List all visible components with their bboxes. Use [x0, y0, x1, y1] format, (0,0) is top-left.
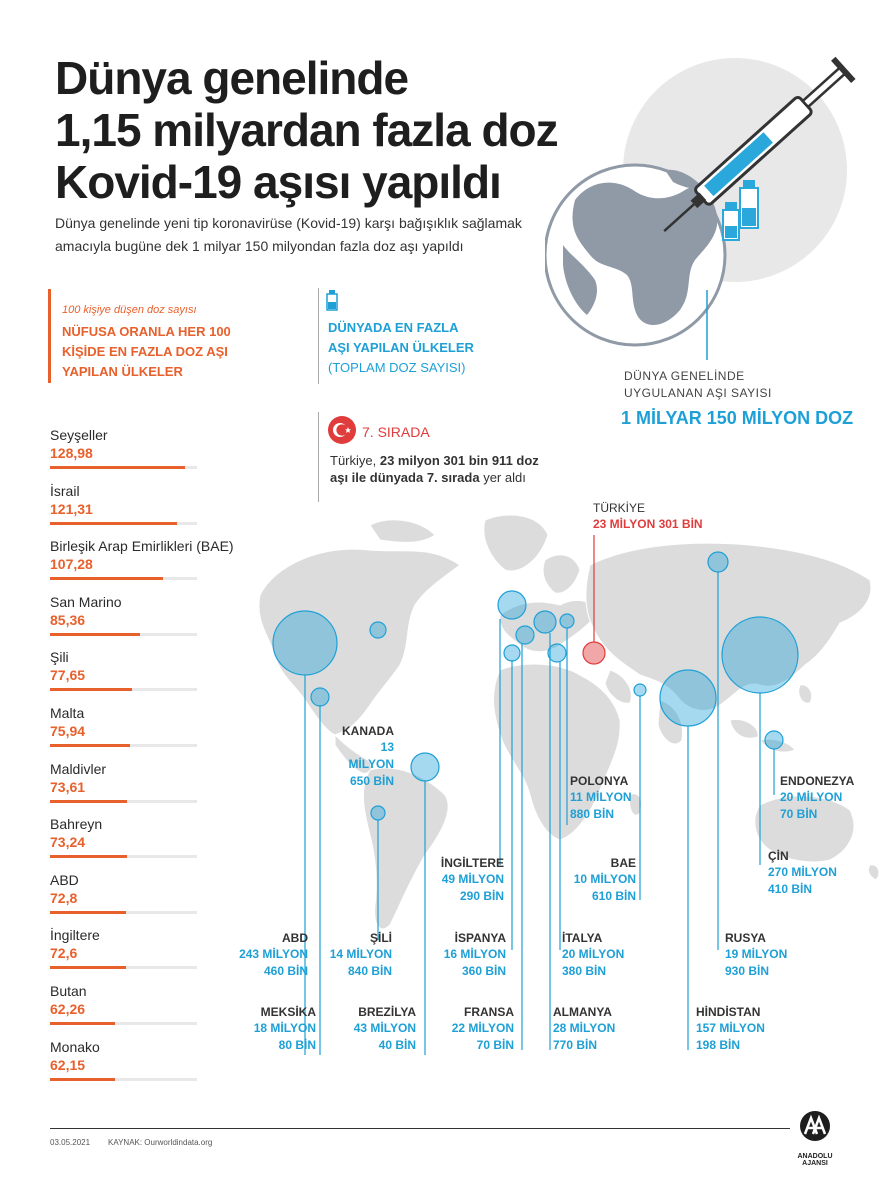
- left-header-title: [62, 322, 282, 382]
- left-header-note: 100 kişiye düşen doz sayısı: [62, 304, 197, 316]
- ranking-bar: [50, 633, 140, 636]
- ranking-value: 85,36: [50, 611, 86, 628]
- globe-syringe-illustration: [545, 30, 885, 360]
- country-name: ŞİLİ: [369, 931, 392, 945]
- country-value-1: 14 MİLYON: [329, 947, 392, 961]
- ranking-value: 72,6: [50, 945, 78, 962]
- ranking-value: 62,15: [50, 1056, 86, 1073]
- country-value-2: 460 BİN: [263, 964, 308, 978]
- bubble-polonya: [560, 614, 574, 628]
- ranking-country-name: ABD: [50, 871, 79, 888]
- subtitle: [55, 212, 555, 258]
- anadolu-logo: [787, 1110, 843, 1167]
- footer-divider: [50, 1128, 790, 1129]
- ranking-item: [50, 704, 250, 760]
- country-value-1: 20 MİLYON: [780, 790, 843, 804]
- bubble-meksika: [311, 688, 329, 706]
- ranking-item: [50, 815, 250, 871]
- ranking-country-name: Bahreyn: [50, 816, 103, 833]
- ranking-country-name: Monako: [50, 1038, 100, 1055]
- country-label-sili: [312, 930, 392, 980]
- world-label-line-1: DÜNYA GENELİNDE: [624, 369, 745, 383]
- country-value-1: 28 MİLYON: [553, 1021, 616, 1035]
- ranking-item: [50, 871, 250, 927]
- country-label-almanya: [553, 1004, 643, 1054]
- turkey-flag-icon: [328, 416, 356, 444]
- title-line-1: Dünya genelinde: [55, 52, 409, 104]
- turkey-map-label: TÜRKİYE: [593, 501, 646, 515]
- left-header-line-2: KİŞİDE EN FAZLA DOZ AŞI: [62, 344, 228, 359]
- ranking-bar: [50, 522, 177, 525]
- country-value-2: 930 BİN: [725, 964, 770, 978]
- ranking-bar: [50, 688, 132, 691]
- subtitle-line-2: amacıyla bugüne dek 1 milyar 150 milyondan fazla doz aşı yapıldı: [55, 238, 464, 254]
- country-label-fransa: [430, 1004, 514, 1054]
- ranking-bar: [50, 577, 163, 580]
- ranking-bar-track: [50, 633, 197, 636]
- right-header-line-2: AŞI YAPILAN ÜLKELER: [328, 340, 474, 355]
- ranking-bar-track: [50, 577, 197, 580]
- country-value-2: 840 BİN: [347, 964, 392, 978]
- ranking-item: [50, 593, 250, 649]
- country-name: POLONYA: [570, 774, 629, 788]
- country-name: ALMANYA: [553, 1005, 612, 1019]
- country-value-2: 198 BİN: [696, 1038, 741, 1052]
- turkey-text-post: yer aldı: [479, 470, 526, 485]
- country-value-1: 16 MİLYON: [443, 947, 506, 961]
- country-label-hindistan: [696, 1004, 796, 1054]
- country-name: RUSYA: [725, 931, 766, 945]
- ranking-bar-track: [50, 966, 197, 969]
- ranking-country-name: Maldivler: [50, 760, 107, 777]
- ranking-item: [50, 982, 250, 1038]
- ranking-bar-track: [50, 466, 197, 469]
- country-label-meksika: [230, 1004, 316, 1054]
- country-value-2: 410 BİN: [768, 882, 813, 896]
- country-value-2: 880 BİN: [570, 807, 615, 821]
- bubble-italya: [548, 644, 566, 662]
- country-value-2: 70 BİN: [476, 1038, 514, 1052]
- country-label-polonya: [570, 773, 660, 823]
- country-name: BREZİLYA: [358, 1005, 416, 1019]
- ranking-item: [50, 1038, 250, 1094]
- ranking-item: [50, 537, 250, 593]
- country-label-endonezya: [780, 773, 880, 823]
- left-header-accent: [48, 289, 51, 383]
- country-name: ÇİN: [768, 849, 789, 863]
- ranking-bar: [50, 855, 127, 858]
- country-value-2: 70 BİN: [780, 807, 818, 821]
- ranking-bar-track: [50, 800, 197, 803]
- country-label-italya: [562, 930, 652, 980]
- bubble-fransa: [516, 626, 534, 644]
- ranking-value: 107,28: [50, 556, 93, 573]
- country-name: İSPANYA: [454, 931, 506, 945]
- left-header-line-1: NÜFUSA ORANLA HER 100: [62, 324, 231, 339]
- title-line-2: 1,15 milyardan fazla doz: [55, 104, 558, 156]
- ranking-country-name: Birleşik Arap Emirlikleri (BAE): [50, 538, 234, 555]
- country-label-ingiltere: [420, 855, 504, 905]
- turkey-text-bold: 23 milyon 301 bin 911 doz aşı ile dünyada 7. sırada: [330, 453, 539, 485]
- bubble-cin: [722, 617, 798, 693]
- right-header-title: [328, 318, 474, 358]
- country-name: HİNDİSTAN: [696, 1005, 761, 1019]
- ranking-country-name: İngiltere: [50, 927, 100, 944]
- ranking-bar-track: [50, 1022, 197, 1025]
- turkey-rank: 7. SIRADA: [362, 424, 430, 440]
- world-label-line-2: UYGULANAN AŞI SAYISI: [624, 386, 772, 400]
- ranking-value: 121,31: [50, 500, 93, 517]
- ranking-country-name: Seyşeller: [50, 427, 108, 443]
- country-value-1: 11 MİLYON: [570, 790, 632, 804]
- footer-date: 03.05.2021: [50, 1138, 91, 1147]
- bubble-brezilya: [411, 753, 439, 781]
- ranking-country-name: Şili: [50, 649, 69, 666]
- country-name: ENDONEZYA: [780, 774, 855, 788]
- left-header-line-3: YAPILAN ÜLKELER: [62, 364, 183, 379]
- ranking-country-name: Butan: [50, 982, 87, 999]
- turkey-text: [330, 452, 550, 486]
- world-total-value: 1 MİLYAR 150 MİLYON DOZ: [621, 408, 854, 428]
- ranking-item: [50, 426, 250, 482]
- country-value-1: 157 MİLYON: [696, 1021, 765, 1035]
- ranking-bar: [50, 1078, 115, 1081]
- ranking-country-name: San Marino: [50, 593, 122, 610]
- country-label-abd: [220, 930, 308, 980]
- ranking-country-name: Malta: [50, 704, 85, 721]
- bubble-bae: [634, 684, 646, 696]
- right-header-line-1: DÜNYADA EN FAZLA: [328, 320, 459, 335]
- country-value-2: 40 BİN: [378, 1038, 416, 1052]
- country-value-1: 49 MİLYON: [441, 872, 504, 886]
- country-label-bae: [546, 855, 636, 905]
- ranking-country-name: İsrail: [50, 482, 80, 499]
- country-value-1: 10 MİLYON: [573, 872, 636, 886]
- ranking-bar: [50, 911, 126, 914]
- country-label-cin: [768, 848, 868, 898]
- ranking-value: 77,65: [50, 667, 86, 684]
- right-header-divider: [318, 288, 319, 384]
- turkey-map-value: 23 MİLYON 301 BİN: [593, 517, 703, 531]
- ranking-list: [50, 426, 250, 1093]
- bubble-endonezya: [765, 731, 783, 749]
- country-value-1: 13 MİLYON: [348, 740, 394, 771]
- bubble-ispanya: [504, 645, 520, 661]
- ranking-bar-track: [50, 855, 197, 858]
- country-label-ispanya: [424, 930, 506, 980]
- country-value-2: 770 BİN: [553, 1038, 598, 1052]
- ranking-item: [50, 648, 250, 704]
- ranking-value: 73,61: [50, 778, 86, 795]
- country-value-1: 18 MİLYON: [253, 1021, 316, 1035]
- ranking-value: 62,26: [50, 1000, 86, 1017]
- ranking-bar-track: [50, 688, 197, 691]
- ranking-bar-track: [50, 744, 197, 747]
- ranking-bar: [50, 744, 130, 747]
- logo-text: ANADOLU AJANSI: [797, 1153, 833, 1167]
- ranking-value: 75,94: [50, 722, 86, 739]
- footer-source: KAYNAK: Ourworldindata.org: [108, 1138, 213, 1147]
- country-name: ABD: [282, 931, 308, 945]
- bubble-kanada: [370, 622, 386, 638]
- turkey-text-pre: Türkiye,: [330, 453, 380, 468]
- subtitle-line-1: Dünya genelinde yeni tip koronavirüse (Kovid-19) karşı bağışıklık sağlamak: [55, 215, 522, 231]
- country-value-1: 270 MİLYON: [768, 865, 837, 879]
- country-name: FRANSA: [464, 1005, 514, 1019]
- ranking-value: 72,8: [50, 889, 78, 906]
- vial-small-icon: [326, 290, 338, 312]
- country-label-rusya: [725, 930, 815, 980]
- bubble-sili: [371, 806, 385, 820]
- bubble-ingiltere: [498, 591, 526, 619]
- ranking-bar: [50, 1022, 115, 1025]
- bubble-turkiye: [583, 642, 605, 664]
- turkey-box-divider: [318, 412, 319, 502]
- ranking-bar: [50, 466, 185, 469]
- bubble-rusya: [708, 552, 728, 572]
- ranking-bar-track: [50, 1078, 197, 1081]
- country-name: İTALYA: [562, 931, 603, 945]
- ranking-item: [50, 760, 250, 816]
- ranking-value: 73,24: [50, 834, 86, 851]
- country-name: BAE: [610, 856, 636, 870]
- country-value-1: 19 MİLYON: [725, 947, 788, 961]
- aa-logo-icon: [787, 1110, 843, 1150]
- bubble-abd: [273, 611, 337, 675]
- ranking-value: 128,98: [50, 445, 93, 461]
- country-value-2: 290 BİN: [459, 889, 504, 903]
- country-value-1: 22 MİLYON: [451, 1021, 514, 1035]
- ranking-item: [50, 482, 250, 538]
- bubble-hindistan: [660, 670, 716, 726]
- country-value-2: 650 BİN: [349, 774, 394, 788]
- country-name: KANADA: [342, 724, 394, 738]
- country-label-brezilya: [334, 1004, 416, 1054]
- country-value-2: 380 BİN: [562, 964, 607, 978]
- ranking-bar-track: [50, 911, 197, 914]
- ranking-bar: [50, 800, 127, 803]
- ranking-bar-track: [50, 522, 197, 525]
- country-name: İNGİLTERE: [440, 856, 504, 870]
- page-title: [55, 52, 558, 208]
- ranking-bar: [50, 966, 126, 969]
- country-value-1: 43 MİLYON: [353, 1021, 416, 1035]
- country-value-1: 20 MİLYON: [562, 947, 625, 961]
- country-label-kanada: [338, 723, 394, 790]
- country-value-1: 243 MİLYON: [239, 947, 308, 961]
- bubble-almanya: [534, 611, 556, 633]
- country-value-2: 80 BİN: [278, 1038, 316, 1052]
- country-value-2: 360 BİN: [461, 964, 506, 978]
- right-header-sub: (TOPLAM DOZ SAYISI): [328, 360, 466, 375]
- title-line-3: Kovid-19 aşısı yapıldı: [55, 156, 501, 208]
- country-value-2: 610 BİN: [591, 889, 636, 903]
- country-name: MEKSİKA: [260, 1005, 316, 1019]
- world-total-label: [624, 368, 784, 402]
